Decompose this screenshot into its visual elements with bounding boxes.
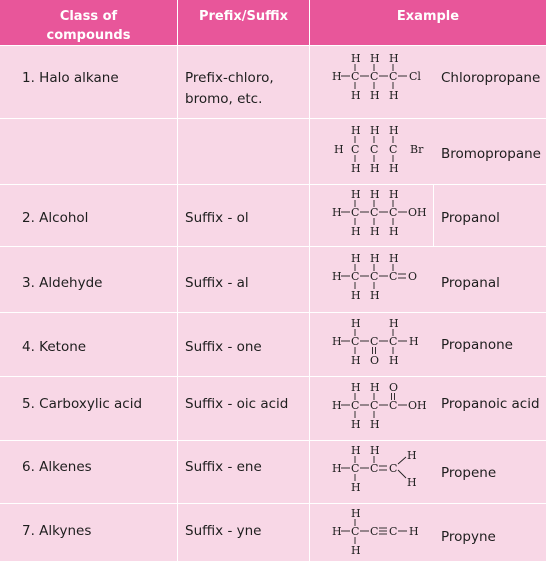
svg-text:C: C bbox=[370, 143, 379, 156]
row-divider bbox=[0, 246, 546, 247]
class-cell: 7. Alkynes bbox=[22, 523, 92, 539]
svg-text:H: H bbox=[389, 124, 399, 137]
svg-text:H: H bbox=[351, 225, 361, 238]
svg-text:C: C bbox=[389, 525, 398, 538]
svg-text:C: C bbox=[351, 70, 360, 83]
svg-text:C: C bbox=[389, 335, 398, 348]
svg-text:H: H bbox=[370, 124, 380, 137]
svg-text:C: C bbox=[370, 70, 379, 83]
propene-structure bbox=[328, 443, 428, 501]
svg-text:OH: OH bbox=[408, 399, 427, 412]
svg-text:H: H bbox=[389, 188, 399, 201]
row-divider bbox=[0, 184, 546, 185]
svg-text:H: H bbox=[351, 418, 361, 431]
row-divider bbox=[0, 45, 546, 46]
svg-text:H: H bbox=[389, 317, 399, 330]
svg-text:H: H bbox=[389, 89, 399, 102]
compound-name: Propene bbox=[441, 465, 497, 481]
svg-text:H: H bbox=[407, 476, 417, 489]
svg-text:H: H bbox=[370, 444, 380, 457]
svg-text:H: H bbox=[370, 252, 380, 265]
svg-text:H: H bbox=[407, 449, 417, 462]
svg-text:H: H bbox=[351, 481, 361, 494]
svg-text:C: C bbox=[351, 206, 360, 219]
affix-cell: Suffix - oic acid bbox=[185, 396, 289, 412]
propanal-structure bbox=[328, 251, 428, 309]
svg-text:C: C bbox=[351, 143, 360, 156]
row-divider bbox=[0, 376, 546, 377]
affix-line: Prefix-chloro, bbox=[185, 70, 274, 86]
svg-text:C: C bbox=[370, 525, 379, 538]
row-divider bbox=[0, 440, 546, 441]
svg-text:C: C bbox=[389, 399, 398, 412]
svg-text:H: H bbox=[370, 188, 380, 201]
svg-text:H: H bbox=[370, 381, 380, 394]
svg-text:H: H bbox=[351, 89, 361, 102]
svg-text:H: H bbox=[332, 70, 342, 83]
class-cell: 2. Alcohol bbox=[22, 210, 89, 226]
svg-text:H: H bbox=[351, 444, 361, 457]
header-example: Example bbox=[396, 9, 460, 24]
header-class-line2: compounds bbox=[46, 28, 131, 43]
svg-text:H: H bbox=[370, 89, 380, 102]
svg-text:H: H bbox=[370, 289, 380, 302]
svg-text:C: C bbox=[370, 206, 379, 219]
compound-name: Bromopropane bbox=[441, 146, 541, 162]
svg-text:C: C bbox=[389, 462, 398, 475]
compound-name: Propanal bbox=[441, 275, 500, 291]
svg-text:H: H bbox=[351, 162, 361, 175]
svg-text:H: H bbox=[351, 289, 361, 302]
svg-text:H: H bbox=[351, 507, 361, 520]
svg-text:C: C bbox=[389, 270, 398, 283]
affix-cell: Suffix - yne bbox=[185, 523, 262, 539]
svg-text:O: O bbox=[370, 354, 380, 367]
compound-name: Propyne bbox=[441, 529, 496, 545]
svg-text:H: H bbox=[351, 544, 361, 557]
propyne-structure bbox=[328, 506, 428, 561]
svg-text:C: C bbox=[351, 335, 360, 348]
propanol-structure bbox=[328, 187, 432, 245]
svg-text:H: H bbox=[351, 124, 361, 137]
row-divider bbox=[0, 118, 546, 119]
header-class-line1: Class of bbox=[59, 9, 118, 24]
svg-text:C: C bbox=[351, 399, 360, 412]
svg-text:O: O bbox=[389, 381, 399, 394]
header-prefix-suffix: Prefix/Suffix bbox=[198, 9, 289, 24]
svg-text:H: H bbox=[351, 188, 361, 201]
svg-text:H: H bbox=[370, 225, 380, 238]
propanoic-acid-structure bbox=[328, 380, 432, 438]
class-cell: 4. Ketone bbox=[22, 339, 87, 355]
compound-name: Propanone bbox=[441, 337, 513, 353]
affix-cell: Suffix - ol bbox=[185, 210, 249, 226]
svg-text:H: H bbox=[389, 162, 399, 175]
svg-text:H: H bbox=[389, 252, 399, 265]
svg-text:H: H bbox=[370, 418, 380, 431]
svg-text:H: H bbox=[332, 270, 342, 283]
column-divider bbox=[177, 0, 178, 561]
svg-text:C: C bbox=[370, 270, 379, 283]
affix-line: bromo, etc. bbox=[185, 91, 263, 107]
class-cell: 1. Halo alkane bbox=[22, 70, 119, 86]
svg-text:C: C bbox=[351, 462, 360, 475]
svg-text:H: H bbox=[370, 52, 380, 65]
svg-text:H: H bbox=[351, 381, 361, 394]
column-divider bbox=[309, 0, 310, 561]
svg-text:H: H bbox=[332, 399, 342, 412]
svg-text:H: H bbox=[389, 354, 399, 367]
svg-text:C: C bbox=[351, 525, 360, 538]
compound-name: Chloropropane bbox=[441, 70, 541, 86]
svg-text:OH: OH bbox=[408, 206, 427, 219]
column-divider bbox=[433, 184, 434, 246]
header-class-of-compounds bbox=[0, 7, 177, 45]
svg-text:H: H bbox=[351, 252, 361, 265]
affix-cell: Suffix - one bbox=[185, 339, 262, 355]
svg-text:H: H bbox=[332, 206, 342, 219]
bromopropane-structure bbox=[328, 122, 428, 182]
svg-text:H: H bbox=[370, 162, 380, 175]
svg-text:C: C bbox=[351, 270, 360, 283]
svg-text:H: H bbox=[332, 462, 342, 475]
svg-text:C: C bbox=[389, 206, 398, 219]
svg-text:H: H bbox=[332, 335, 342, 348]
class-cell: 3. Aldehyde bbox=[22, 275, 103, 291]
svg-text:H: H bbox=[409, 335, 419, 348]
svg-text:H: H bbox=[332, 525, 342, 538]
svg-text:H: H bbox=[389, 52, 399, 65]
svg-text:H: H bbox=[351, 354, 361, 367]
svg-text:H: H bbox=[351, 52, 361, 65]
affix-cell: Suffix - ene bbox=[185, 459, 262, 475]
row-divider bbox=[0, 312, 546, 313]
compound-name: Propanoic acid bbox=[441, 396, 540, 412]
svg-text:C: C bbox=[370, 462, 379, 475]
propanone-structure bbox=[328, 316, 428, 374]
svg-text:H: H bbox=[409, 525, 419, 538]
svg-text:Br: Br bbox=[410, 143, 424, 156]
svg-text:H: H bbox=[351, 317, 361, 330]
affix-cell: Suffix - al bbox=[185, 275, 249, 291]
compound-name: Propanol bbox=[441, 210, 500, 226]
chloropropane-structure bbox=[328, 50, 428, 110]
svg-text:Cl: Cl bbox=[409, 70, 421, 83]
svg-text:O: O bbox=[408, 270, 418, 283]
svg-text:H: H bbox=[389, 225, 399, 238]
svg-text:C: C bbox=[389, 143, 398, 156]
svg-text:H: H bbox=[334, 143, 344, 156]
class-cell: 6. Alkenes bbox=[22, 459, 92, 475]
svg-text:C: C bbox=[370, 399, 379, 412]
affix-cell bbox=[185, 68, 274, 110]
row-divider bbox=[0, 503, 546, 504]
class-cell: 5. Carboxylic acid bbox=[22, 396, 143, 412]
svg-text:C: C bbox=[370, 335, 379, 348]
svg-text:C: C bbox=[389, 70, 398, 83]
